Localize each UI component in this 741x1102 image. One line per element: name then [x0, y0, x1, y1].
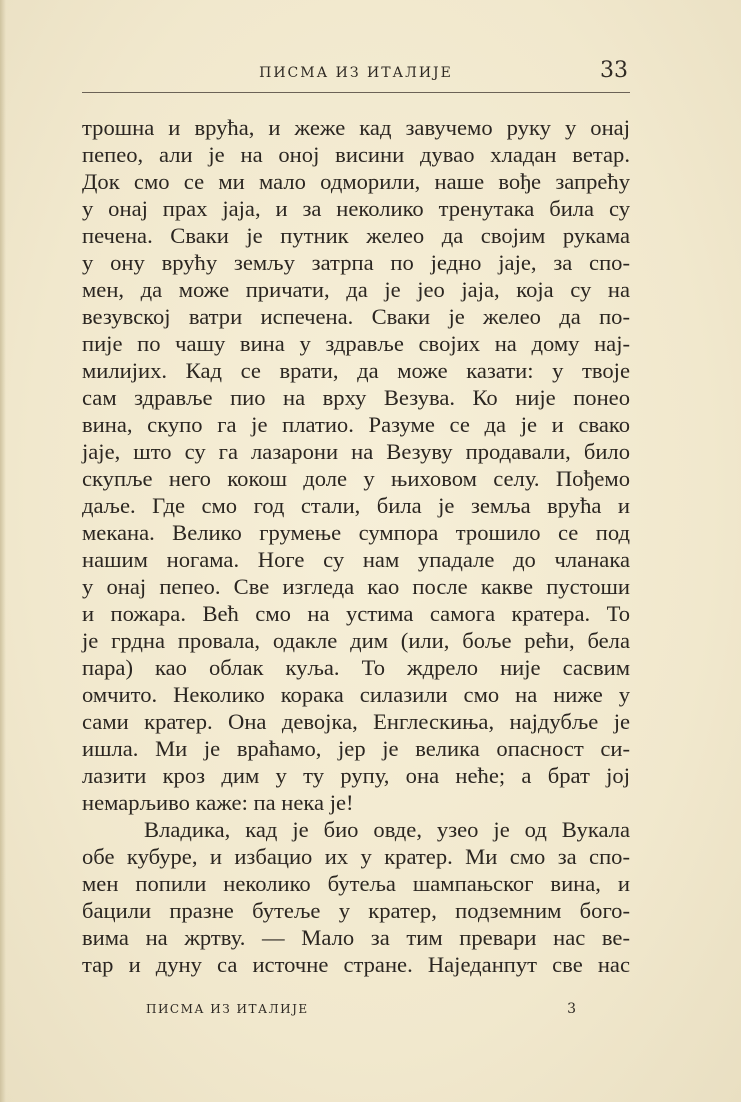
- paragraph-end-line: немарљиво каже: па нека је!: [82, 790, 354, 815]
- text-line: трошна и врућа, и жеже кад завучемо руку у онај: [82, 115, 630, 140]
- text-line: везувској ватри испечена. Сваки је желео да по-: [82, 304, 630, 329]
- text-line: скупље него кокош доле у њиховом селу. Пођемо: [82, 466, 630, 491]
- sheet-number: 3: [567, 1001, 576, 1017]
- text-line: мекана. Велико грумење сумпора трошило се под: [82, 520, 630, 545]
- running-title: ПИСМА ИЗ ИТАЛИЈЕ: [259, 65, 453, 81]
- text-line: сам здравље пио на врху Везува. Ко није понео: [82, 385, 630, 410]
- printer-signature: ПИСМА ИЗ ИТАЛИЈЕ: [146, 1002, 309, 1016]
- text-line: обе кубуре, и избацио их у кратер. Ми смо за спо-: [82, 844, 630, 869]
- page-number: 33: [600, 58, 628, 83]
- text-line: вима на жртву. — Мало за тим превари нас ве-: [82, 925, 630, 950]
- text-line: лазити кроз дим у ту рупу, она неће; а брат јој: [82, 763, 630, 788]
- body-text: [82, 114, 630, 978]
- text-line: у онај пепео. Све изгледа као после какве пустоши: [82, 574, 630, 599]
- text-line: милијих. Кад се врати, да може казати: у твоје: [82, 358, 630, 383]
- text-line: омчито. Неколико корака силазили смо на ниже у: [82, 682, 630, 707]
- page-gutter-shadow: [0, 0, 6, 1102]
- text-line: вина, скупо га је платио. Разуме се да је и свако: [82, 412, 630, 437]
- text-line: печена. Сваки је путник желео да својим рукама: [82, 223, 630, 248]
- header-rule: [82, 92, 630, 93]
- text-line: у ону врућу земљу затрпа по једно јаје, за спо-: [82, 250, 630, 275]
- text-line: мен попили неколико бутеља шампањског вина, и: [82, 871, 630, 896]
- text-line: јаје, што су га лазарони на Везуву продавали, било: [82, 439, 630, 464]
- page-footer: [146, 1002, 576, 1024]
- paragraph-start-line: Владика, кад је био овде, узео је од Вукала: [144, 817, 630, 842]
- text-line: пепео, али је на оној висини дувао хладан ветар.: [82, 142, 630, 167]
- text-line: бацили празне бутеље у кратер, подземним бого-: [82, 898, 630, 923]
- text-line: пије по чашу вина у здравље својих на дому нај-: [82, 331, 630, 356]
- text-line: је грдна провала, одакле дим (или, боље рећи, бела: [82, 628, 630, 653]
- text-line: мен, да може причати, да је јео јаја, која су на: [82, 277, 630, 302]
- text-line: пара) као облак куља. То ждрело није сасвим: [82, 655, 630, 680]
- text-line: сами кратер. Она девојка, Енглескиња, најдубље је: [82, 709, 630, 734]
- text-line: тар и дуну са источне стране. Наједанпут све нас: [82, 952, 630, 977]
- text-line: ишла. Ми је враћамо, јер је велика опасност си-: [82, 736, 630, 761]
- running-head: [82, 58, 630, 90]
- text-line: у онај прах јаја, и за неколико тренутака била су: [82, 196, 630, 221]
- text-line: нашим ногама. Ноге су нам упадале до чланака: [82, 547, 630, 572]
- text-line: Док смо се ми мало одморили, наше вође запрећу: [82, 169, 630, 194]
- text-line: и пожара. Већ смо на устима самога кратера. То: [82, 601, 630, 626]
- text-line: даље. Где смо год стали, била је земља врућа и: [82, 493, 630, 518]
